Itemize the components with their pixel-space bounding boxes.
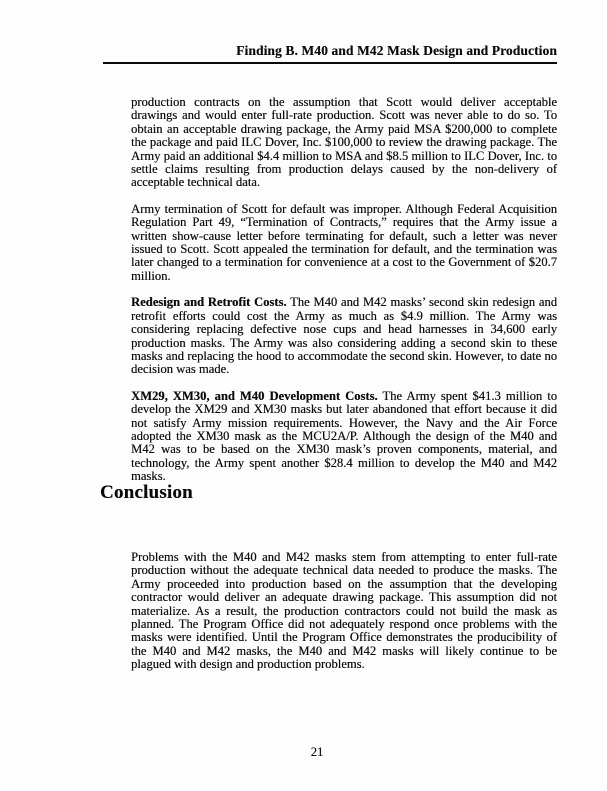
paragraph-lead: XM29, XM30, and M40 Development Costs. xyxy=(131,388,378,403)
paragraph xyxy=(131,390,557,484)
page-number: 21 xyxy=(310,745,324,759)
header-rule xyxy=(103,62,557,64)
paragraph-text: The Army spent $41.3 million to develop the XM29 and XM30 masks but later abandoned that effort because it did not satisfy Army mission requirements. However, the Navy and the Air Force adopted the XM30 mask as the MCU2A/P. Although the design of the M40 and M42 was to be based on the XM30 mask’s proven components, material, and technology, the Army spent another $28.4 million to develop the M40 and M42 masks. xyxy=(131,388,557,484)
paragraph xyxy=(131,551,557,672)
paragraph xyxy=(131,296,557,376)
running-header: Finding B. M40 and M42 Mask Design and Production xyxy=(236,43,557,58)
conclusion-section xyxy=(131,551,557,685)
paragraph xyxy=(131,203,557,283)
paragraph-text: Army termination of Scott for default was improper. Although Federal Acquisition Regulation Part 49, “Termination of Contracts,” requires that the Army issue a written show-cause letter before terminating for default, such a letter was never issued to Scott. Scott appealed the termination for default, and the termination was later changed to a termination for convenience at a cost to the Government of $20.7 million. xyxy=(131,201,557,283)
paragraph xyxy=(131,96,557,190)
finding-section xyxy=(131,96,557,497)
paragraph-text: The M40 and M42 masks’ second skin redesign and retrofit efforts could cost the Army as much as $4.9 million. The Army was considering replacing defective nose cups and head harnesses in 34,600 early production masks. The Army was also considering adding a second skin to these masks and replacing the hood to accommodate the second skin. However, to date no decision was made. xyxy=(131,295,557,377)
paragraph-text: production contracts on the assumption that Scott would deliver acceptable drawings and would enter full-rate production. Scott was never able to do so. To obtain an acceptable drawing package, the Army paid MSA $200,000 to complete the package and paid ILC Dover, Inc. $100,000 to review the drawing package. The Army paid an additional $4.4 million to MSA and $8.5 million to ILC Dover, Inc. to settle claims resulting from production delays caused by the non-delivery of acceptable technical data. xyxy=(131,95,557,190)
paragraph-lead: Redesign and Retrofit Costs. xyxy=(131,295,287,310)
paragraph-text: Problems with the M40 and M42 masks stem from attempting to enter full-rate production without the adequate technical data needed to produce the masks. The Army proceeded into production based on the assumption that the developing contractor would deliver an adequate drawing package. This assumption did not materialize. As a result, the production contractors could not build the mask as planned. The Program Office did not adequately respond once problems with the masks were identified. Until the Program Office demonstrates the producibility of the M40 and M42 masks, the M40 and M42 masks will likely continue to be plagued with design and production problems. xyxy=(131,550,557,672)
conclusion-heading: Conclusion xyxy=(100,482,193,503)
